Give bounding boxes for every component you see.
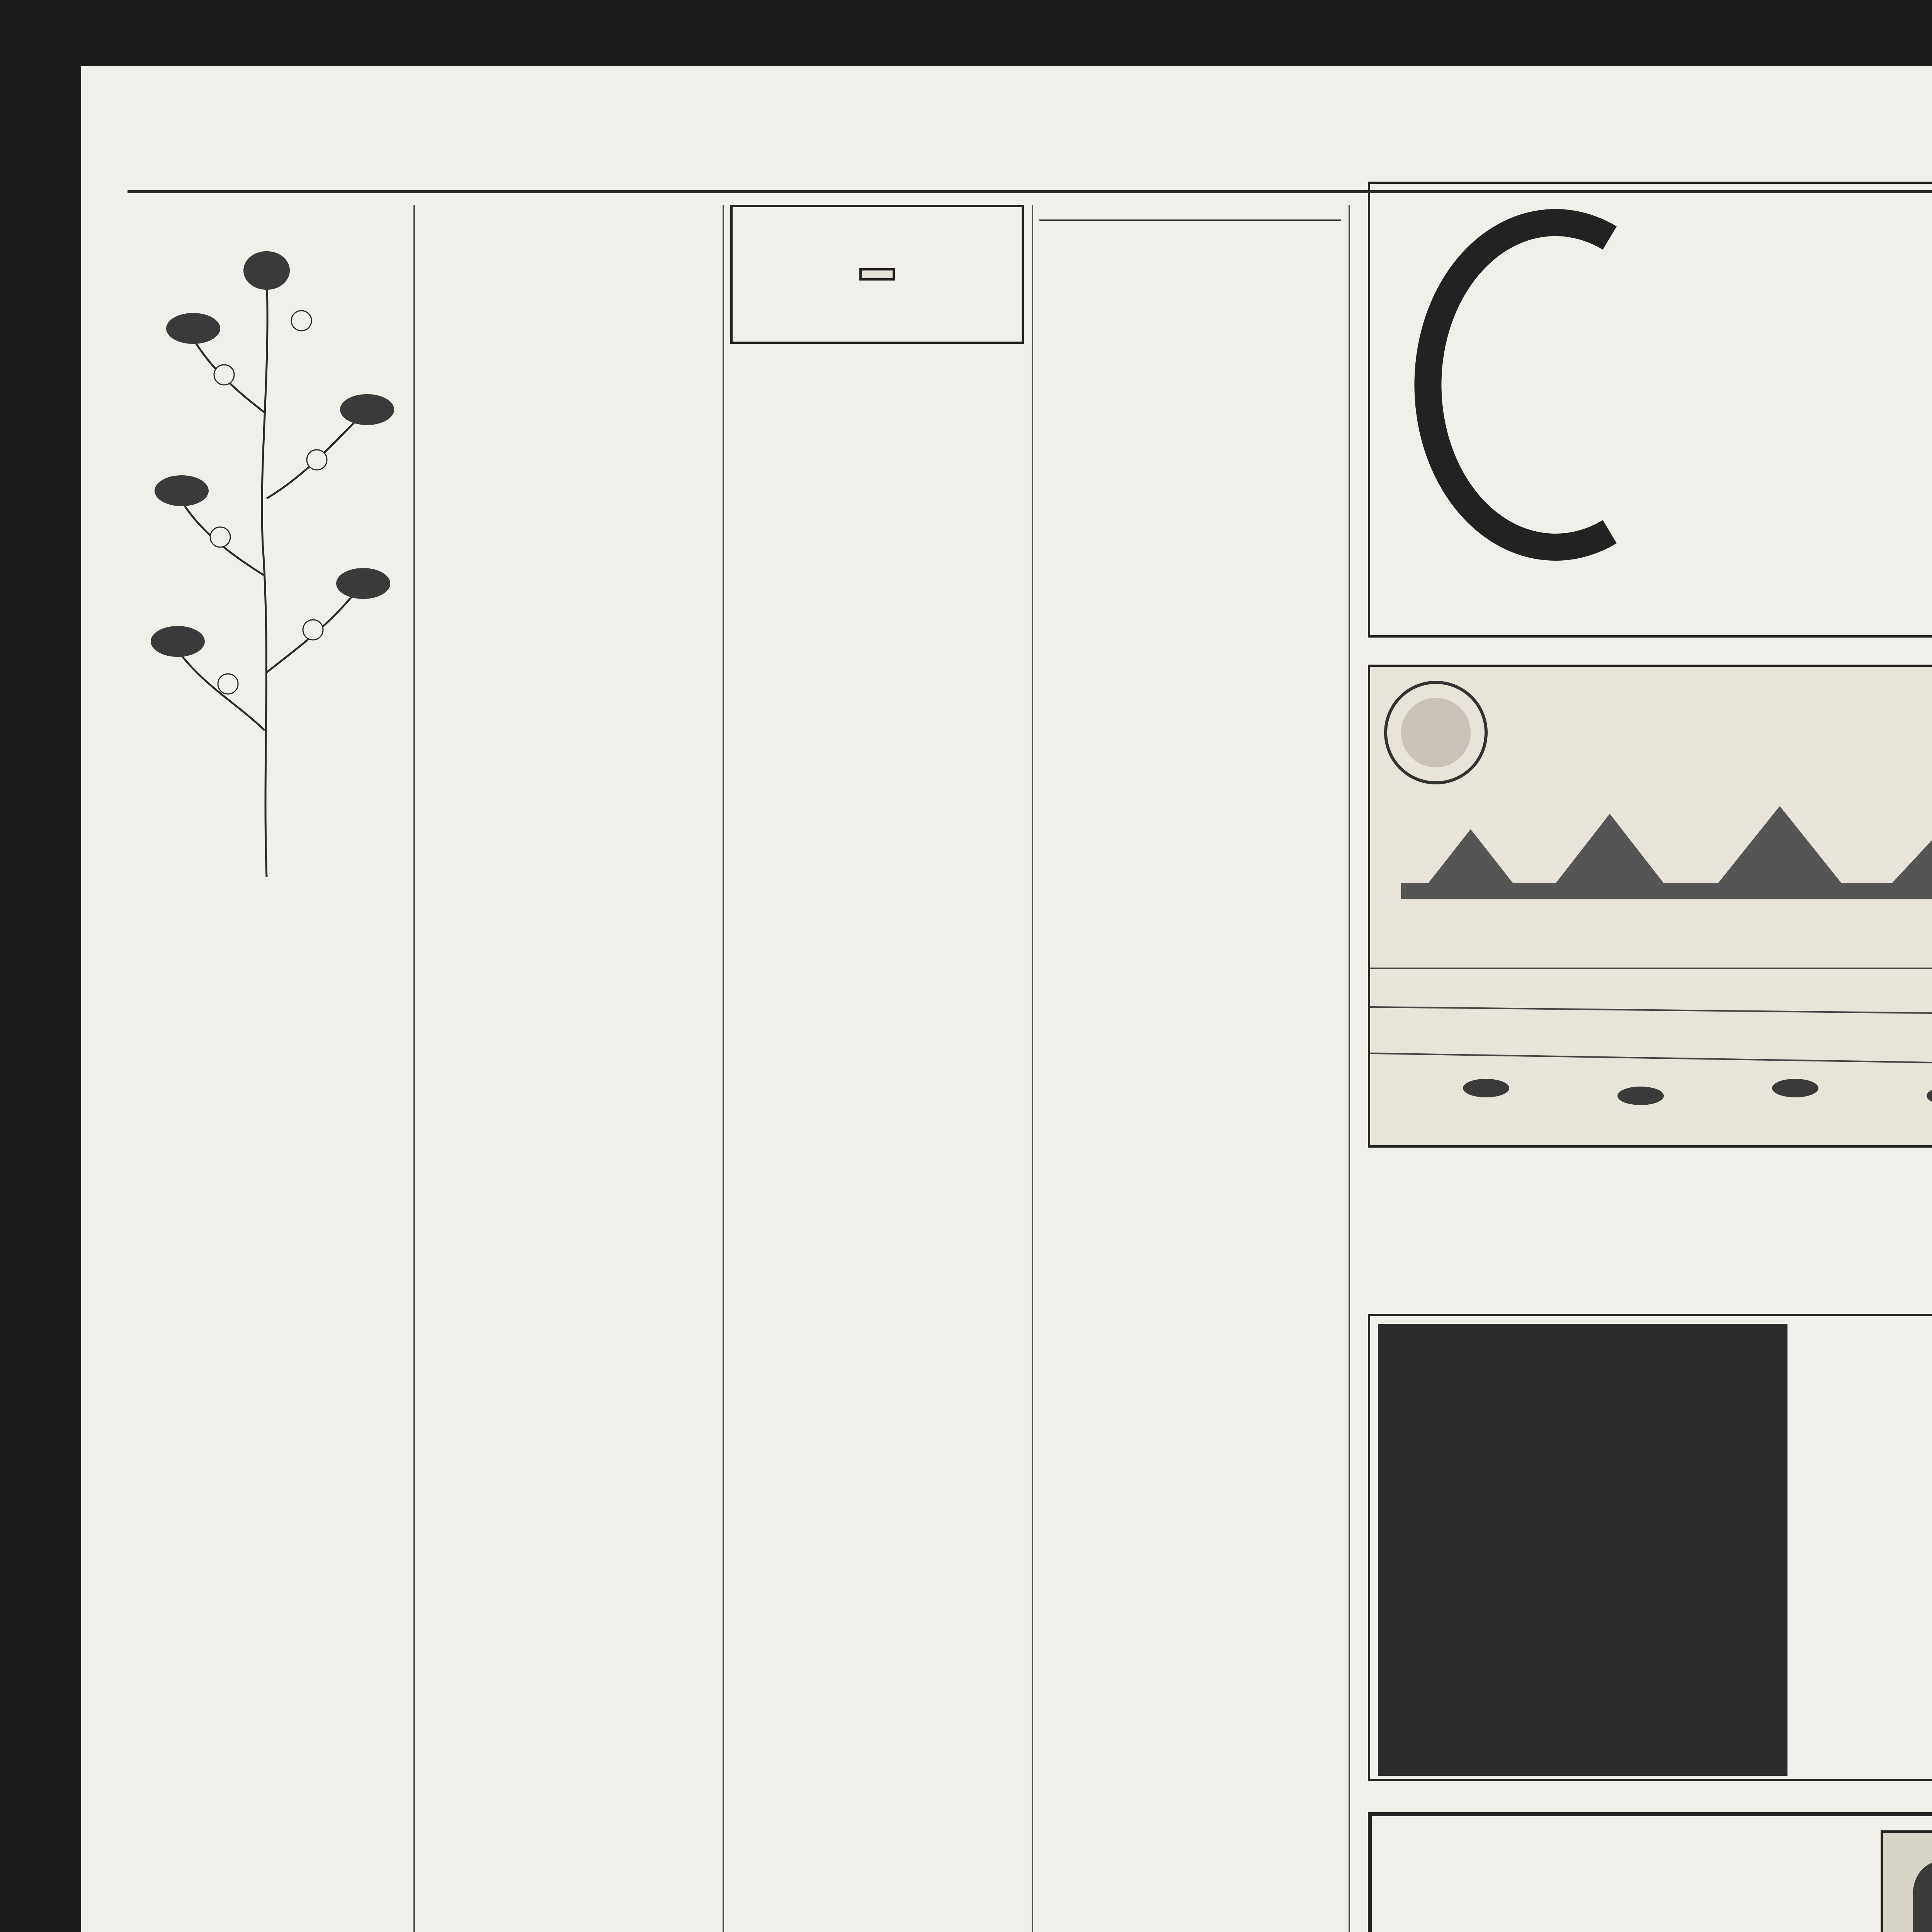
cottolene-ad bbox=[1368, 182, 1932, 638]
dairy-banner bbox=[730, 205, 1024, 344]
column-rule bbox=[1032, 205, 1033, 1932]
dairy-banner-text bbox=[859, 268, 895, 281]
column-rule bbox=[1349, 205, 1350, 1932]
fair-illustration bbox=[1368, 665, 1932, 1148]
kootenay-banner bbox=[1378, 1324, 1787, 1776]
horticulture-column bbox=[128, 205, 406, 1932]
exhibition-grounds-engraving bbox=[1370, 667, 1932, 1145]
lesson-heading bbox=[1039, 213, 1341, 221]
sunday-school-column bbox=[1039, 205, 1341, 1932]
hawthorn-engraving bbox=[128, 228, 406, 885]
column-rule bbox=[413, 205, 415, 1932]
kootenay-ad bbox=[1368, 1314, 1932, 1781]
newspaper-page bbox=[81, 66, 1932, 1932]
advertisements bbox=[1368, 182, 1932, 1932]
testing-cream-column bbox=[421, 205, 715, 1932]
dairy-column bbox=[730, 205, 1024, 1932]
slater-shoe-ad bbox=[1368, 1812, 1932, 1932]
shoe-illustration bbox=[1878, 1828, 1932, 1932]
crisp-crust-logo bbox=[1378, 192, 1672, 578]
column-rule bbox=[723, 205, 724, 1932]
gold-medal-ad bbox=[1368, 665, 1932, 1291]
